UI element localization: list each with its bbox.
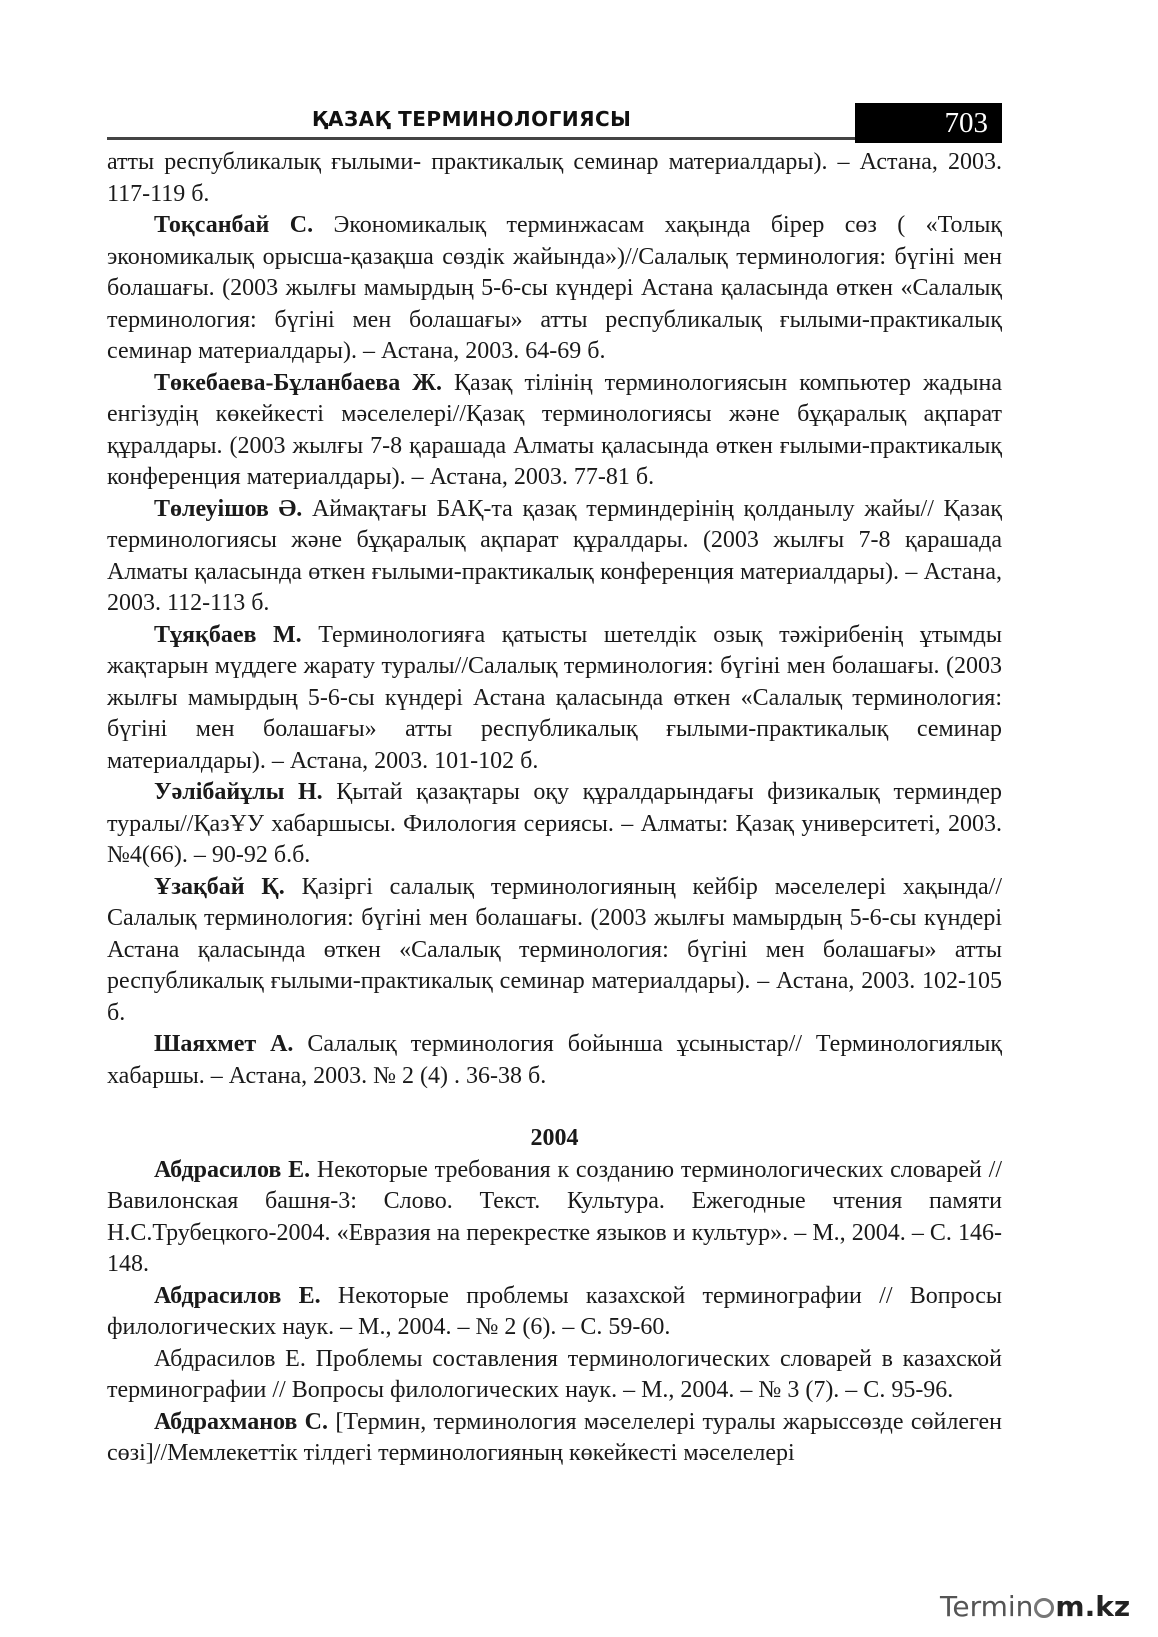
- running-title: ҚАЗАҚ ТЕРМИНОЛОГИЯСЫ: [312, 107, 632, 131]
- page-number: 703: [855, 103, 1002, 143]
- bibliography-entry: Уәлібайұлы Н. Қытай қазақтары оқу құралдарындағы физикалық терминдер туралы//ҚазҰУ хабаршысы. Филология сериясы. – Алматы: Қазақ университеті, 2003. №4(66). – 90-92 б.б.: [107, 779, 1002, 868]
- year-heading: 2004: [530, 1125, 579, 1151]
- entry-author: Уәлібайұлы Н.: [154, 779, 323, 805]
- bibliography-entry: Төкебаева-Бұланбаева Ж. Қазақ тілінің терминологиясын компьютер жадына енгізудің көкейкесті мәселелері//Қазақ терминологиясы және бұқаралық ақпарат құралдары. (2003 жылғы 7-8 қарашада Алматы қаласында өткен ғылыми-практикалық конференция материалдары). – Астана, 2003. 77-81 б.: [107, 369, 1003, 490]
- entry-author: Абдрахманов С.: [154, 1408, 329, 1435]
- entry-author: Ұзақбай Қ.: [154, 873, 285, 900]
- bibliography-entry: Абдрасилов Е. Проблемы составления терминологических словарей в казахской терминографии // Вопросы филологических наук. – М., 2004. – № 3 (7). – С. 95-96.: [107, 1345, 1002, 1403]
- entry-author: Тұяқбаев М.: [154, 621, 302, 648]
- watermark-text-end: m.kz: [1055, 1589, 1131, 1623]
- entry-author: Абдрасилов Е.: [154, 1282, 321, 1309]
- entry-author: Төлеуішов Ә.: [154, 495, 303, 522]
- bibliography-content: [107, 147, 1002, 1470]
- header-rule: [107, 137, 855, 140]
- page-header: [107, 103, 1002, 145]
- bibliography-entry: Ұзақбай Қ. Қазіргі салалық терминологияның кейбір мәселелері хақында// Салалық терминология: бүгіні мен болашағы. (2003 жылғы мамырдың 5-6-сы күндері Астана қаласында өткен «Салалық терминология: бүгіні мен болашағы» атты республикалық ғылыми-практикалық семинар материалдары). – Астана, 2003. 102-105 б.: [107, 873, 1003, 1026]
- watermark-text-start: Termin: [940, 1589, 1034, 1623]
- bibliography-entry: Тұяқбаев М. Терминологияға қатысты шетелдік озық тәжірибенің ұтымды жақтарын мүддеге жарату туралы//Салалық терминология: бүгіні мен болашағы. (2003 жылғы мамырдың 5-6-сы күндері Астана қаласында өткен «Салалық терминология: бүгіні мен болашағы» атты республикалық ғылыми-практикалық семинар материалдары). – Астана, 2003. 101-102 б.: [107, 621, 1002, 774]
- bibliography-entry: атты республикалық ғылыми- практикалық семинар материалдары). – Астана, 2003. 117-119 б.: [107, 149, 1002, 207]
- entry-author: Абдрасилов Е.: [154, 1156, 311, 1183]
- entry-author: Тоқсанбай С.: [154, 212, 314, 238]
- entry-author: Төкебаева-Бұланбаева Ж.: [154, 369, 442, 396]
- bibliography-entry: Шаяхмет А. Салалық терминология бойынша ұсыныстар// Терминологиялық хабаршы. – Астана, 2003. № 2 (4) . 36-38 б.: [107, 1031, 1002, 1089]
- bibliography-entry: Абдрасилов Е. Некоторые проблемы казахской терминографии // Вопросы филологических наук. – М., 2004. – № 2 (6). – С. 59-60.: [107, 1282, 1003, 1340]
- bibliography-entry: Тоқсанбай С. Экономикалық терминжасам хақында бірер сөз ( «Толық экономикалық орысша-қазақша сөздік жайында»)//Салалық терминология: бүгіні мен болашағы. (2003 жылғы мамырдың 5-6-сы күндері Астана қаласында өткен «Салалық терминология: бүгіні мен болашағы» атты республикалық ғылыми-практикалық семинар материалдары). – Астана, 2003. 64-69 б.: [107, 212, 1002, 364]
- globe-icon: [1034, 1598, 1054, 1618]
- site-watermark-logo: [940, 1586, 1130, 1626]
- entry-author: Шаяхмет А.: [154, 1031, 294, 1057]
- bibliography-entry: Абдрахманов С. [Термин, терминология мәселелері туралы жарыссөзде сөйлеген сөзі]//Мемлекеттік тілдегі терминологияның көкейкесті мәселелері: [107, 1408, 1002, 1466]
- bibliography-entry: Төлеуішов Ә. Аймақтағы БАҚ-та қазақ терминдерінің қолданылу жайы// Қазақ терминологиясы және бұқаралық ақпарат құралдары. (2003 жылғы 7-8 қарашада Алматы қаласында өткен ғылыми-практикалық конференция материалдары). – Астана, 2003. 112-113 б.: [107, 495, 1002, 616]
- bibliography-entry: Абдрасилов Е. Некоторые требования к созданию терминологических словарей // Вавилонская башня-3: Слово. Текст. Культура. Ежегодные чтения памяти Н.С.Трубецкого-2004. «Евразия на перекрестке языков и культур». – М., 2004. – С. 146-148.: [107, 1156, 1002, 1277]
